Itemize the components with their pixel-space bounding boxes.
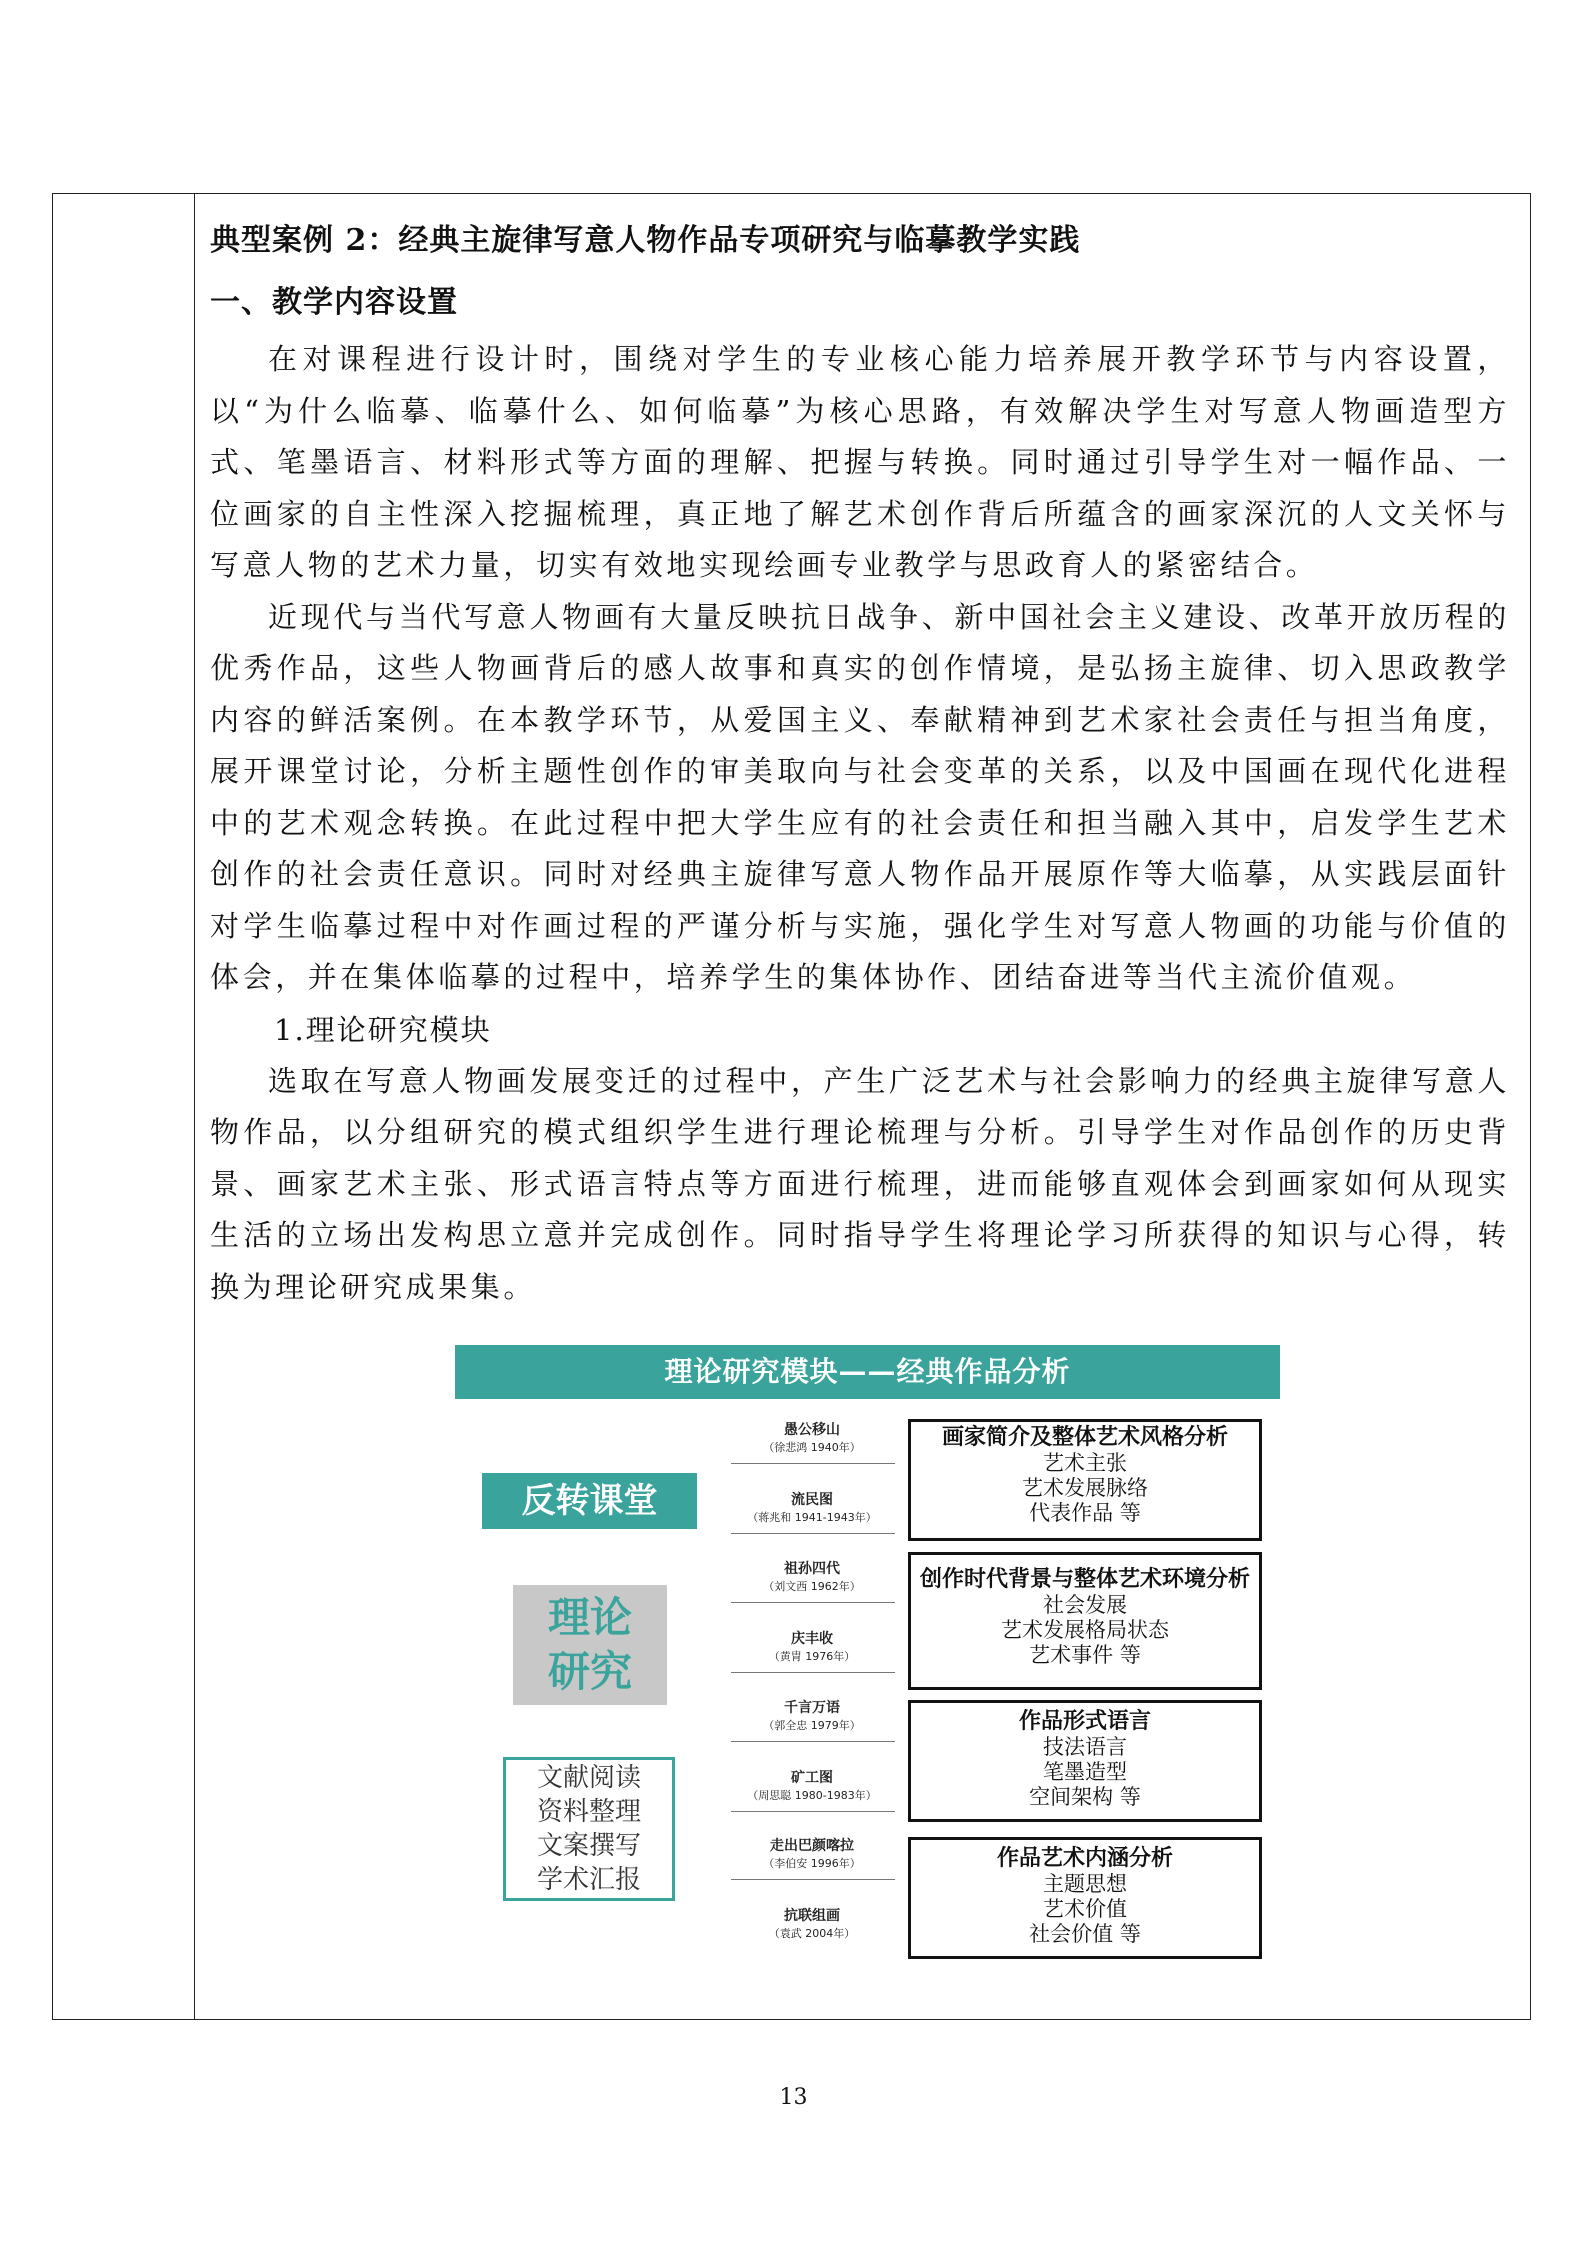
work-author: （刘文西 1962年）	[763, 1580, 861, 1593]
category-item: 艺术价值	[1043, 1897, 1127, 1921]
work-title: 愚公移山	[784, 1422, 840, 1438]
work-item	[731, 1837, 893, 1873]
theory-research-label	[513, 1585, 667, 1705]
category-item: 艺术发展脉络	[1022, 1476, 1148, 1500]
work-title: 抗联组画	[784, 1908, 840, 1924]
category-box	[908, 1552, 1262, 1690]
work-item	[731, 1769, 893, 1805]
work-title: 走出巴颜喀拉	[770, 1838, 854, 1854]
work-author: （蒋兆和 1941-1943年）	[747, 1511, 877, 1524]
paragraph: 选取在写意人物画发展变迁的过程中，产生广泛艺术与社会影响力的经典主旋律写意人物作品，以分组研究的模式组织学生进行理论梳理与分析。引导学生对作品创作的历史背景、画家艺术主张、形式语言特点等方面进行梳理，进而能够直观体会到画家如何从现实生活的立场出发构思立意并完成创作。同时指导学生将理论学习所获得的知识与心得，转换为理论研究成果集。	[210, 1063, 1510, 1304]
work-author: （袁武 2004年）	[768, 1927, 856, 1940]
work-title: 矿工图	[791, 1770, 833, 1786]
category-item: 艺术事件 等	[1029, 1643, 1141, 1667]
work-item	[731, 1560, 893, 1596]
diagram-banner: 理论研究模块——经典作品分析	[455, 1345, 1280, 1399]
category-item: 技法语言	[1043, 1735, 1127, 1759]
divider	[731, 1811, 895, 1812]
case-title: 典型案例 2：经典主旋律写意人物作品专项研究与临摹教学实践	[210, 223, 1081, 258]
activities-list	[503, 1757, 675, 1901]
divider	[731, 1741, 895, 1742]
category-heading: 创作时代背景与整体艺术环境分析	[919, 1567, 1250, 1592]
work-title: 千言万语	[784, 1700, 840, 1716]
activity-item: 资料整理	[536, 1797, 641, 1827]
work-author: （徐悲鸿 1940年）	[763, 1441, 861, 1454]
category-box	[908, 1700, 1262, 1822]
category-heading: 作品艺术内涵分析	[996, 1846, 1173, 1871]
main-content	[210, 210, 1510, 1313]
category-heading: 画家简介及整体艺术风格分析	[941, 1425, 1228, 1450]
activity-item: 学术汇报	[536, 1865, 641, 1895]
work-author: （黄胄 1976年）	[768, 1650, 856, 1663]
paragraph: 在对课程进行设计时，围绕对学生的专业核心能力培养展开教学环节与内容设置，以“为什么临摹、临摹什么、如何临摹”为核心思路，有效解决学生对写意人物画造型方式、笔墨语言、材料形式等方面的理解、把握与转换。同时通过引导学生对一幅作品、一位画家的自主性深入挖掘梳理，真正地了解艺术创作背后所蕴含的画家深沉的人文关怀与写意人物的艺术力量，切实有效地实现绘画专业教学与思政育人的紧密结合。	[210, 342, 1510, 582]
category-item: 主题思想	[1043, 1872, 1127, 1896]
divider	[731, 1463, 895, 1464]
work-title: 流民图	[791, 1492, 833, 1508]
activity-item: 文献阅读	[536, 1763, 641, 1793]
work-author: （周思聪 1980-1983年）	[747, 1789, 877, 1802]
module-diagram	[455, 1345, 1280, 1965]
divider	[731, 1879, 895, 1880]
divider	[731, 1602, 895, 1603]
work-item	[731, 1421, 893, 1457]
theory-research-line: 研究	[547, 1647, 632, 1696]
paragraph: 近现代与当代写意人物画有大量反映抗日战争、新中国社会主义建设、改革开放历程的优秀作品，这些人物画背后的感人故事和真实的创作情境，是弘扬主旋律、切入思政教学内容的鲜活案例。在本教学环节，从爱国主义、奉献精神到艺术家社会责任与担当角度，展开课堂讨论，分析主题性创作的审美取向与社会变革的关系，以及中国画在现代化进程中的艺术观念转换。在此过程中把大学生应有的社会责任和担当融入其中，启发学生艺术创作的社会责任意识。同时对经典主旋律写意人物作品开展原作等大临摹，从实践层面针对学生临摹过程中对作画过程的严谨分析与实施，强化学生对写意人物画的功能与价值的体会，并在集体临摹的过程中，培养学生的集体协作、团结奋进等当代主流价值观。	[210, 599, 1510, 994]
work-author: （李伯安 1996年）	[763, 1857, 861, 1870]
category-item: 空间架构 等	[1029, 1785, 1141, 1809]
divider	[731, 1672, 895, 1673]
work-title: 祖孙四代	[784, 1561, 840, 1577]
work-item	[731, 1630, 893, 1666]
category-heading: 作品形式语言	[1018, 1709, 1151, 1734]
activity-item: 文案撰写	[536, 1831, 641, 1861]
category-box	[908, 1837, 1262, 1959]
category-box	[908, 1419, 1262, 1541]
divider	[731, 1533, 895, 1534]
category-item: 社会发展	[1043, 1593, 1127, 1617]
category-item: 笔墨造型	[1043, 1760, 1127, 1784]
work-title: 庆丰收	[791, 1631, 833, 1647]
subsection-heading: 1.理论研究模块	[274, 1012, 492, 1047]
table-column-divider	[194, 194, 195, 2019]
theory-research-line: 理论	[547, 1593, 632, 1642]
page-number: 13	[779, 2085, 808, 2110]
work-author: （郭全忠 1979年）	[763, 1719, 861, 1732]
work-item	[731, 1907, 893, 1943]
section-heading: 一、教学内容设置	[210, 285, 458, 320]
category-item: 艺术主张	[1043, 1451, 1127, 1475]
category-item: 艺术发展格局状态	[1001, 1618, 1169, 1642]
work-item	[731, 1491, 893, 1527]
category-item: 社会价值 等	[1029, 1922, 1141, 1946]
flipped-classroom-label: 反转课堂	[482, 1473, 697, 1529]
work-item	[731, 1699, 893, 1735]
category-item: 代表作品 等	[1029, 1501, 1141, 1525]
